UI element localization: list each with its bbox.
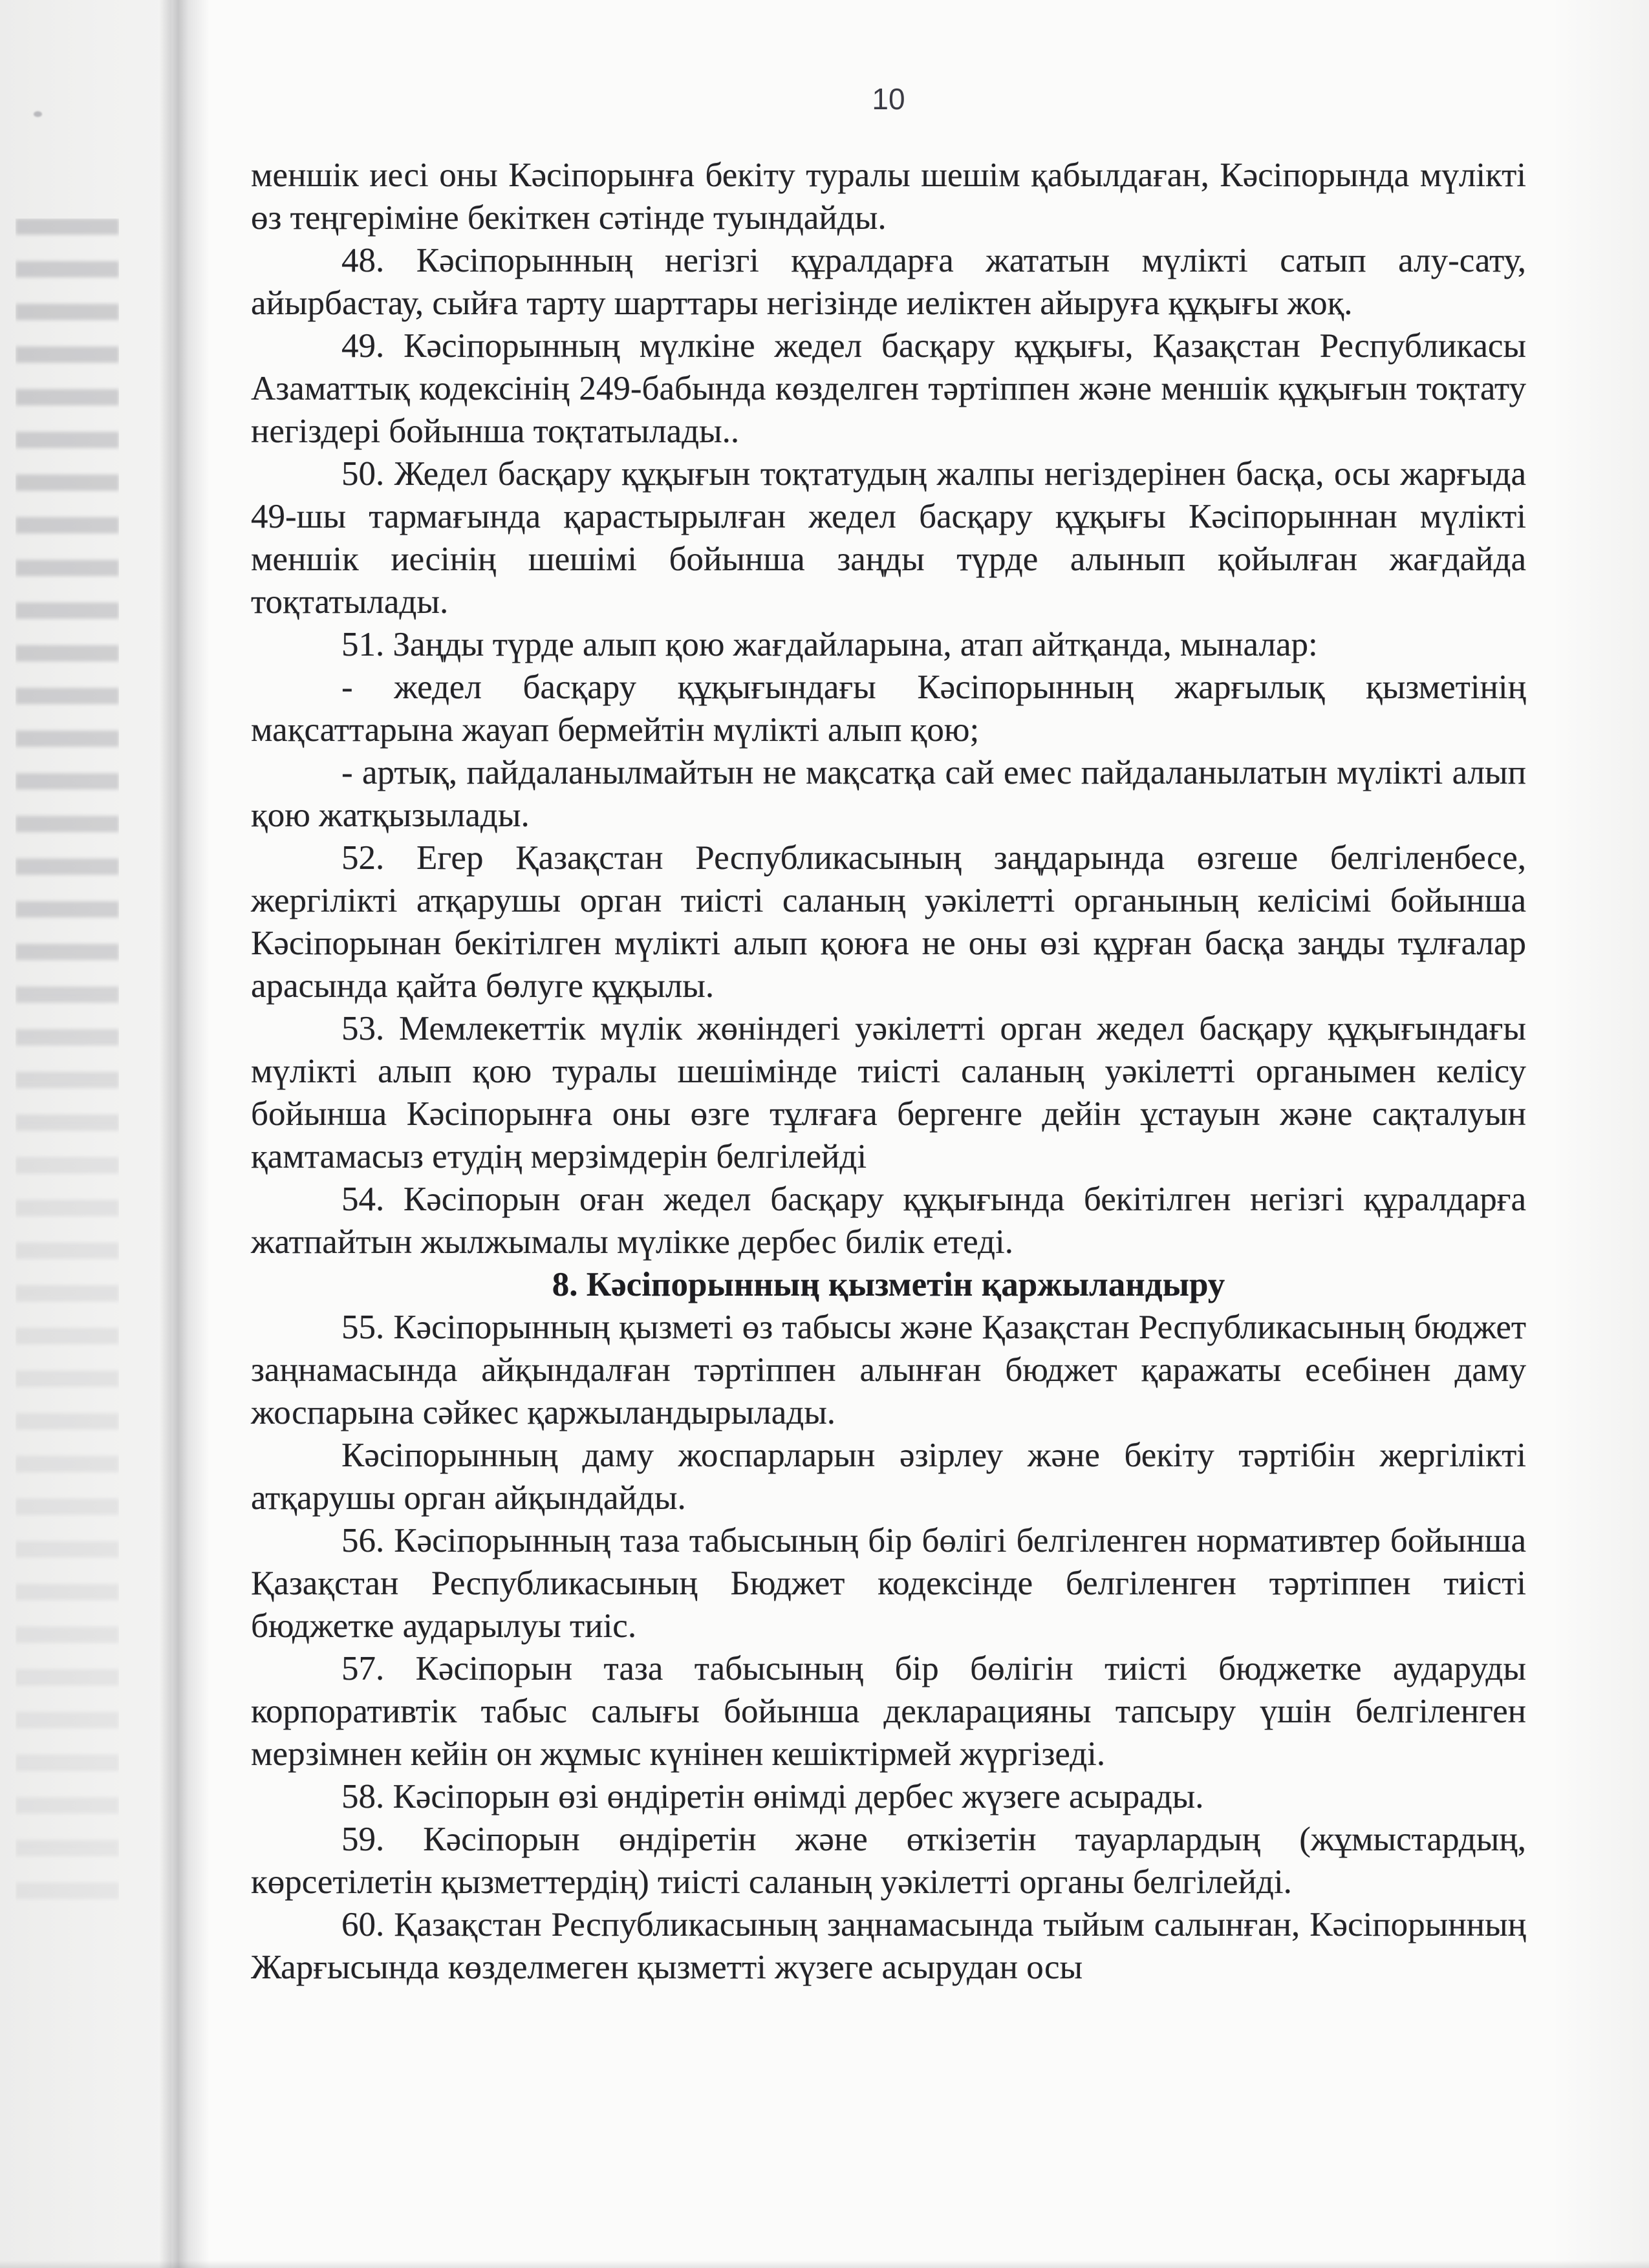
section-heading: 8. Кәсіпорынның қызметін қаржыландыру — [552, 1266, 1225, 1303]
body-paragraph: 55. Кәсіпорынның қызметі өз табысы және Қазақстан Республикасының бюджет заңнамасында айқындалған тәртіппен алынған бюджет қаражаты есебінен даму жоспарына сәйкес қаржыландырылады. — [251, 1309, 1526, 1431]
body-paragraph: 49. Кәсіпорынның мүлкіне жедел басқару құқығы, Қазақстан Республикасы Азаматтық кодексінің 249-бабында көзделген тәртіппен және меншік құқығын тоқтату негіздері бойынша тоқтатылады.. — [251, 327, 1526, 450]
body-paragraph: 60. Қазақстан Республикасының заңнамасында тыйым салынған, Кәсіпорынның Жарғысында көзделмеген қызметті жүзеге асырудан осы — [251, 1906, 1526, 1986]
body-paragraph: 48. Кәсіпорынның негізгі құралдарға жататын мүлікті сатып алу-сату, айырбастау, сыйға тарту шарттары негізінде иеліктен айыруға құқығы жоқ. — [251, 242, 1526, 322]
right-edge-shading — [1552, 0, 1649, 2268]
body-paragraph: - жедел басқару құқығындағы Кәсіпорынның жарғылық қызметінің мақсаттарына жауап бермейтін мүлікті алып қою; — [251, 669, 1526, 749]
bleed-through-text — [16, 219, 119, 1925]
body-paragraph: меншік иесі оны Кәсіпорынға бекіту туралы шешім қабылдаған, Кәсіпорында мүлікті өз теңгеріміне бекіткен сәтінде туындайды. — [251, 156, 1526, 237]
page-fold-shadow — [159, 0, 210, 2268]
body-paragraph: 56. Кәсіпорынның таза табысының бір бөлігі белгіленген нормативтер бойынша Қазақстан Республикасының Бюджет кодексінде белгіленген тәртіппен тиісті бюджетке аударылуы тиіс. — [251, 1522, 1526, 1645]
body-paragraph: - артық, пайдаланылмайтын не мақсатқа сай емес пайдаланылатын мүлікті алып қою жатқызылады. — [251, 754, 1526, 834]
body-paragraph: 54. Кәсіпорын оған жедел басқару құқығында бекітілген негізгі құралдарға жатпайтын жылжымалы мүлікке дербес билік етеді. — [251, 1181, 1526, 1261]
scan-speck — [34, 111, 42, 117]
body-paragraph: 52. Егер Қазақстан Республикасының заңдарында өзгеше белгіленбесе, жергілікті атқарушы орган тиісті саланың уәкілетті органының келісімі бойынша Кәсіпорынан бекітілген мүлікті алып қоюға не оны өзі құрған басқа заңды тұлғалар арасында қайта бөлуге құқылы. — [251, 839, 1526, 1005]
body-paragraph: 59. Кәсіпорын өндіретін және өткізетін тауарлардың (жұмыстардың, көрсетілетін қызметтердің) тиісті саланың уәкілетті органы белгілейді. — [251, 1821, 1526, 1901]
body-paragraph: 58. Кәсіпорын өзі өндіретін өнімді дербес жүзеге асырады. — [341, 1778, 1204, 1815]
body-paragraph: 57. Кәсіпорын таза табысының бір бөлігін тиісті бюджетке аударуды корпоративтік табыс салығы бойынша декларацияны тапсыру үшін белгіленген мерзімнен кейін он жұмыс күнінен кешіктірмей жүргізеді. — [251, 1650, 1526, 1773]
body-paragraph: 53. Мемлекеттік мүлік жөніндегі уәкілетті орган жедел басқару құқығындағы мүлікті алып қою туралы шешімінде тиісті саланың уәкілетті органымен келісу бойынша Кәсіпорынға оны өзге тұлғаға бергенге дейін ұстауын және сақталуын қамтамасыз етудің мерзімдерін белгілейді — [251, 1010, 1526, 1175]
body-paragraph: 51. Заңды түрде алып қою жағдайларына, атап айтқанда, мыналар: — [341, 626, 1318, 663]
page-number: 10 — [872, 82, 905, 116]
document-body — [251, 154, 1526, 1989]
bottom-edge-shadow — [0, 2260, 1649, 2268]
body-paragraph: Кәсіпорынның даму жоспарларын әзірлеу және бекіту тәртібін жергілікті атқарушы орган айқындайды. — [251, 1437, 1526, 1517]
body-paragraph: 50. Жедел басқару құқығын тоқтатудың жалпы негіздерінен басқа, осы жарғыда 49-шы тармағында қарастырылған жедел басқару құқығы Кәсіпорыннан мүлікті меншік иесінің шешімі бойынша заңды түрде алынып қойылған жағдайда тоқтатылады. — [251, 455, 1526, 621]
